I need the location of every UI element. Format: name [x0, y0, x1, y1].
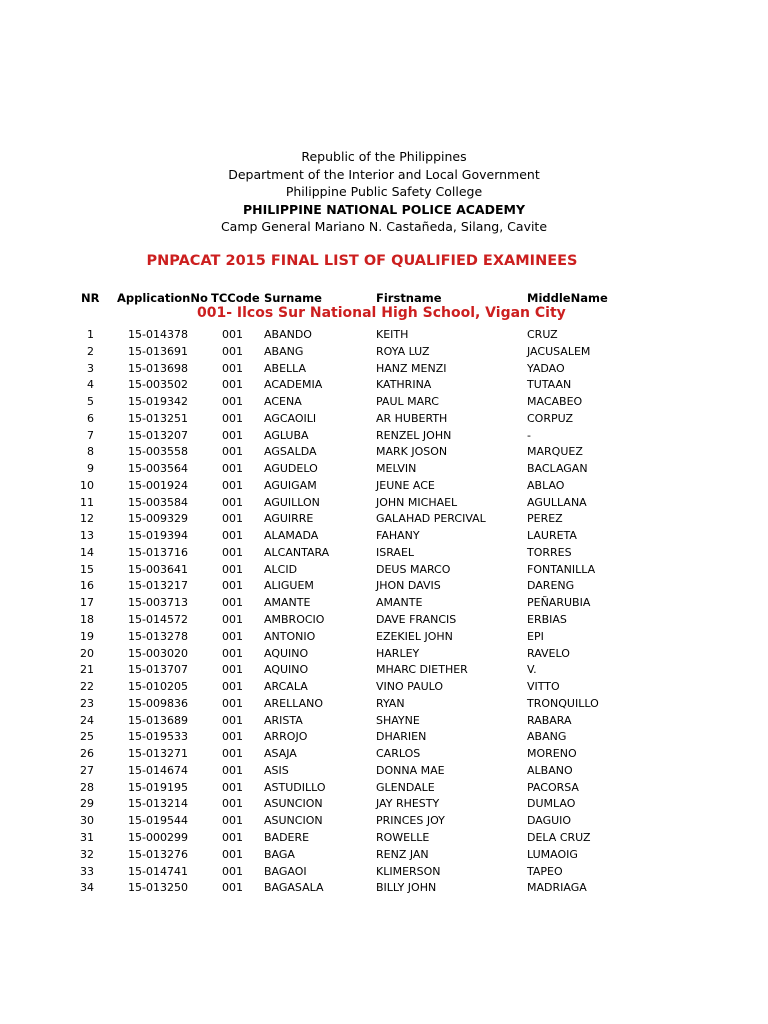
- cell-tccode: 001: [222, 344, 243, 358]
- table-row: [0, 880, 768, 897]
- table-row: [0, 361, 768, 378]
- column-header-application-no: ApplicationNo: [117, 291, 208, 305]
- table-row: [0, 864, 768, 881]
- cell-firstname: CARLOS: [376, 747, 421, 761]
- cell-surname: AGCAOILI: [264, 411, 317, 425]
- cell-application-no: 15-003641: [128, 562, 188, 576]
- cell-middlename: DARENG: [527, 579, 575, 593]
- cell-firstname: HANZ MENZI: [376, 361, 447, 375]
- cell-application-no: 15-019342: [128, 395, 188, 409]
- table-row: [0, 612, 768, 629]
- cell-firstname: DAVE FRANCIS: [376, 613, 457, 627]
- cell-firstname: DEUS MARCO: [376, 562, 451, 576]
- cell-firstname: RENZ JAN: [376, 847, 429, 861]
- cell-surname: ARELLANO: [264, 696, 324, 710]
- table-row: [0, 495, 768, 512]
- cell-surname: AGLUBA: [264, 428, 309, 442]
- cell-middlename: MORENO: [527, 747, 577, 761]
- cell-surname: AQUINO: [264, 663, 309, 677]
- cell-middlename: LUMAOIG: [527, 847, 578, 861]
- cell-application-no: 15-003502: [128, 378, 188, 392]
- cell-application-no: 15-019394: [128, 529, 188, 543]
- cell-application-no: 15-013691: [128, 344, 188, 358]
- cell-firstname: MARK JOSON: [376, 445, 448, 459]
- examinee-table: [0, 327, 768, 897]
- cell-nr: 5: [87, 395, 94, 409]
- cell-application-no: 15-003584: [128, 495, 188, 509]
- cell-nr: 15: [80, 562, 94, 576]
- cell-surname: ACADEMIA: [264, 378, 323, 392]
- cell-middlename: RABARA: [527, 713, 572, 727]
- cell-firstname: VINO PAULO: [376, 680, 444, 694]
- cell-tccode: 001: [222, 445, 243, 459]
- cell-surname: AQUINO: [264, 646, 309, 660]
- column-header-surname: Surname: [264, 291, 322, 305]
- table-row: [0, 511, 768, 528]
- table-row: [0, 461, 768, 478]
- cell-surname: ALCID: [264, 562, 298, 576]
- table-row: [0, 780, 768, 797]
- cell-application-no: 15-003020: [128, 646, 188, 660]
- cell-application-no: 15-013207: [128, 428, 188, 442]
- cell-middlename: VITTO: [527, 680, 560, 694]
- cell-application-no: 15-003558: [128, 445, 188, 459]
- cell-middlename: -: [527, 428, 531, 442]
- cell-surname: AGSALDA: [264, 445, 317, 459]
- cell-firstname: RYAN: [376, 696, 405, 710]
- cell-tccode: 001: [222, 328, 243, 341]
- cell-application-no: 15-013217: [128, 579, 188, 593]
- table-row: [0, 595, 768, 612]
- cell-tccode: 001: [222, 747, 243, 761]
- cell-nr: 3: [87, 361, 94, 375]
- cell-application-no: 15-013250: [128, 881, 188, 895]
- table-row: [0, 428, 768, 445]
- cell-middlename: LAURETA: [527, 529, 577, 543]
- cell-middlename: CRUZ: [527, 328, 558, 341]
- cell-application-no: 15-013698: [128, 361, 188, 375]
- cell-middlename: PEREZ: [527, 512, 563, 526]
- table-row: [0, 327, 768, 344]
- cell-application-no: 15-019533: [128, 730, 188, 744]
- cell-nr: 16: [80, 579, 94, 593]
- column-header-firstname: Firstname: [376, 291, 442, 305]
- cell-tccode: 001: [222, 881, 243, 895]
- cell-tccode: 001: [222, 512, 243, 526]
- table-row: [0, 377, 768, 394]
- cell-nr: 29: [80, 797, 94, 811]
- cell-firstname: MELVIN: [376, 462, 417, 476]
- cell-firstname: AMANTE: [376, 596, 423, 610]
- cell-nr: 8: [87, 445, 94, 459]
- cell-tccode: 001: [222, 529, 243, 543]
- cell-firstname: KLIMERSON: [376, 864, 441, 878]
- cell-middlename: DAGUIO: [527, 814, 572, 828]
- table-row: [0, 746, 768, 763]
- cell-tccode: 001: [222, 428, 243, 442]
- cell-nr: 4: [87, 378, 94, 392]
- cell-firstname: DHARIEN: [376, 730, 427, 744]
- cell-nr: 18: [80, 613, 94, 627]
- cell-firstname: JEUNE ACE: [376, 478, 435, 492]
- cell-nr: 30: [80, 814, 94, 828]
- cell-tccode: 001: [222, 562, 243, 576]
- cell-middlename: V.: [527, 663, 537, 677]
- cell-application-no: 15-013214: [128, 797, 188, 811]
- table-row: [0, 662, 768, 679]
- cell-nr: 7: [87, 428, 94, 442]
- cell-application-no: 15-003713: [128, 596, 188, 610]
- table-row: [0, 629, 768, 646]
- cell-application-no: 15-013276: [128, 847, 188, 861]
- cell-tccode: 001: [222, 663, 243, 677]
- cell-firstname: ROYA LUZ: [376, 344, 430, 358]
- cell-nr: 25: [80, 730, 94, 744]
- table-row: [0, 444, 768, 461]
- cell-firstname: JHON DAVIS: [376, 579, 441, 593]
- cell-tccode: 001: [222, 864, 243, 878]
- cell-tccode: 001: [222, 814, 243, 828]
- cell-tccode: 001: [222, 680, 243, 694]
- school-heading: 001- Ilcos Sur National High School, Vigan City: [197, 305, 566, 321]
- document-header: [0, 148, 768, 236]
- cell-middlename: MADRIAGA: [527, 881, 587, 895]
- table-row: [0, 528, 768, 545]
- table-row: [0, 713, 768, 730]
- cell-firstname: KATHRINA: [376, 378, 432, 392]
- cell-nr: 32: [80, 847, 94, 861]
- cell-nr: 2: [87, 344, 94, 358]
- cell-tccode: 001: [222, 780, 243, 794]
- cell-middlename: AGULLANA: [527, 495, 587, 509]
- cell-tccode: 001: [222, 713, 243, 727]
- cell-surname: BAGAOI: [264, 864, 307, 878]
- cell-firstname: ROWELLE: [376, 830, 430, 844]
- cell-middlename: ALBANO: [527, 763, 573, 777]
- header-address: Camp General Mariano N. Castañeda, Silang, Cavite: [220, 219, 548, 234]
- cell-tccode: 001: [222, 478, 243, 492]
- cell-surname: ABELLA: [264, 361, 307, 375]
- cell-tccode: 001: [222, 830, 243, 844]
- cell-middlename: PACORSA: [527, 780, 579, 794]
- cell-firstname: GALAHAD PERCIVAL: [376, 512, 486, 526]
- cell-firstname: KEITH: [376, 328, 409, 341]
- cell-tccode: 001: [222, 596, 243, 610]
- cell-nr: 17: [80, 596, 94, 610]
- header-academy: PHILIPPINE NATIONAL POLICE ACADEMY: [242, 201, 526, 217]
- cell-application-no: 15-013716: [128, 545, 188, 559]
- cell-application-no: 15-019544: [128, 814, 188, 828]
- cell-surname: ASTUDILLO: [264, 780, 326, 794]
- cell-application-no: 15-000299: [128, 830, 188, 844]
- cell-tccode: 001: [222, 411, 243, 425]
- cell-middlename: EPI: [527, 629, 544, 643]
- cell-tccode: 001: [222, 763, 243, 777]
- page-title: PNPACAT 2015 FINAL LIST OF QUALIFIED EXAMINEES: [146, 253, 578, 269]
- table-row: [0, 344, 768, 361]
- cell-tccode: 001: [222, 847, 243, 861]
- table-row: [0, 763, 768, 780]
- cell-firstname: FAHANY: [376, 529, 420, 543]
- cell-surname: ASIS: [264, 763, 289, 777]
- cell-application-no: 15-014572: [128, 613, 188, 627]
- cell-nr: 6: [87, 411, 94, 425]
- table-row: [0, 562, 768, 579]
- table-row: [0, 578, 768, 595]
- column-header-middlename: MiddleName: [527, 291, 608, 305]
- cell-surname: ACENA: [264, 395, 302, 409]
- cell-nr: 9: [87, 462, 94, 476]
- cell-surname: AGUILLON: [264, 495, 320, 509]
- cell-middlename: YADAO: [527, 361, 565, 375]
- cell-tccode: 001: [222, 495, 243, 509]
- cell-surname: BADERE: [264, 830, 310, 844]
- table-row: [0, 478, 768, 495]
- cell-surname: AMBROCIO: [264, 613, 325, 627]
- cell-middlename: JACUSALEM: [527, 344, 591, 358]
- table-row: [0, 830, 768, 847]
- cell-application-no: 15-013707: [128, 663, 188, 677]
- cell-application-no: 15-019195: [128, 780, 188, 794]
- cell-surname: ARCALA: [264, 680, 308, 694]
- cell-tccode: 001: [222, 696, 243, 710]
- cell-surname: AMANTE: [264, 596, 311, 610]
- cell-nr: 24: [80, 713, 94, 727]
- cell-surname: ARROJO: [264, 730, 308, 744]
- cell-middlename: MACABEO: [527, 395, 583, 409]
- cell-nr: 28: [80, 780, 94, 794]
- header-college: Philippine Public Safety College: [285, 184, 483, 199]
- cell-middlename: PEÑARUBIA: [527, 596, 591, 610]
- cell-middlename: TUTAAN: [527, 378, 572, 392]
- cell-firstname: PAUL MARC: [376, 395, 439, 409]
- cell-firstname: SHAYNE: [376, 713, 420, 727]
- cell-application-no: 15-013689: [128, 713, 188, 727]
- cell-tccode: 001: [222, 361, 243, 375]
- column-header-nr: NR: [81, 291, 100, 305]
- table-row: [0, 545, 768, 562]
- cell-application-no: 15-009329: [128, 512, 188, 526]
- column-header-tccode: TCCode: [211, 291, 260, 305]
- cell-tccode: 001: [222, 613, 243, 627]
- cell-tccode: 001: [222, 395, 243, 409]
- cell-surname: ARISTA: [264, 713, 303, 727]
- cell-application-no: 15-014741: [128, 864, 188, 878]
- cell-middlename: RAVELO: [527, 646, 570, 660]
- table-row: [0, 679, 768, 696]
- cell-nr: 23: [80, 696, 94, 710]
- cell-application-no: 15-009836: [128, 696, 188, 710]
- cell-nr: 27: [80, 763, 94, 777]
- cell-surname: ASAJA: [264, 747, 297, 761]
- cell-firstname: BILLY JOHN: [376, 881, 437, 895]
- cell-surname: ABANDO: [264, 328, 312, 341]
- cell-surname: BAGASALA: [264, 881, 324, 895]
- cell-tccode: 001: [222, 646, 243, 660]
- cell-middlename: DUMLAO: [527, 797, 576, 811]
- cell-nr: 31: [80, 830, 94, 844]
- cell-surname: ASUNCION: [264, 814, 323, 828]
- cell-nr: 34: [80, 881, 94, 895]
- cell-middlename: ABLAO: [527, 478, 565, 492]
- cell-tccode: 001: [222, 797, 243, 811]
- cell-middlename: DELA CRUZ: [527, 830, 591, 844]
- cell-surname: AGUIGAM: [264, 478, 317, 492]
- cell-tccode: 001: [222, 545, 243, 559]
- cell-firstname: RENZEL JOHN: [376, 428, 452, 442]
- table-row: [0, 646, 768, 663]
- cell-firstname: MHARC DIETHER: [376, 663, 468, 677]
- cell-middlename: FONTANILLA: [527, 562, 596, 576]
- cell-surname: ALCANTARA: [264, 545, 330, 559]
- table-row: [0, 696, 768, 713]
- table-row: [0, 813, 768, 830]
- cell-nr: 19: [80, 629, 94, 643]
- cell-tccode: 001: [222, 730, 243, 744]
- cell-middlename: BACLAGAN: [527, 462, 588, 476]
- table-row: [0, 729, 768, 746]
- table-row: [0, 394, 768, 411]
- cell-tccode: 001: [222, 378, 243, 392]
- cell-surname: ANTONIO: [264, 629, 316, 643]
- cell-application-no: 15-003564: [128, 462, 188, 476]
- cell-nr: 10: [80, 478, 94, 492]
- cell-nr: 13: [80, 529, 94, 543]
- cell-application-no: 15-013271: [128, 747, 188, 761]
- cell-middlename: MARQUEZ: [527, 445, 583, 459]
- header-country: Republic of the Philippines: [301, 149, 467, 164]
- cell-middlename: CORPUZ: [527, 411, 574, 425]
- table-row: [0, 796, 768, 813]
- cell-surname: BAGA: [264, 847, 295, 861]
- table-row: [0, 847, 768, 864]
- cell-nr: 1: [87, 328, 94, 341]
- cell-middlename: TRONQUILLO: [527, 696, 599, 710]
- cell-firstname: DONNA MAE: [376, 763, 445, 777]
- cell-middlename: TAPEO: [527, 864, 563, 878]
- cell-middlename: TORRES: [527, 545, 572, 559]
- cell-nr: 12: [80, 512, 94, 526]
- cell-middlename: ERBIAS: [527, 613, 567, 627]
- cell-tccode: 001: [222, 579, 243, 593]
- cell-surname: ASUNCION: [264, 797, 323, 811]
- cell-surname: ALAMADA: [264, 529, 319, 543]
- cell-surname: ALIGUEM: [264, 579, 314, 593]
- cell-firstname: GLENDALE: [376, 780, 435, 794]
- cell-firstname: JAY RHESTY: [376, 797, 440, 811]
- cell-nr: 14: [80, 545, 94, 559]
- cell-firstname: AR HUBERTH: [376, 411, 448, 425]
- cell-surname: AGUDELO: [264, 462, 318, 476]
- cell-application-no: 15-013251: [128, 411, 188, 425]
- cell-application-no: 15-014378: [128, 328, 188, 341]
- header-department: Department of the Interior and Local Government: [228, 166, 540, 182]
- cell-application-no: 15-013278: [128, 629, 188, 643]
- cell-firstname: EZEKIEL JOHN: [376, 629, 453, 643]
- cell-middlename: ABANG: [527, 730, 567, 744]
- cell-tccode: 001: [222, 462, 243, 476]
- cell-firstname: ISRAEL: [376, 545, 415, 559]
- cell-application-no: 15-010205: [128, 680, 188, 694]
- cell-nr: 11: [80, 495, 94, 509]
- cell-nr: 33: [80, 864, 94, 878]
- cell-nr: 20: [80, 646, 94, 660]
- table-row: [0, 411, 768, 428]
- cell-application-no: 15-001924: [128, 478, 188, 492]
- cell-nr: 21: [80, 663, 94, 677]
- cell-firstname: HARLEY: [376, 646, 420, 660]
- cell-nr: 26: [80, 747, 94, 761]
- cell-surname: AGUIRRE: [264, 512, 314, 526]
- cell-surname: ABANG: [264, 344, 304, 358]
- cell-tccode: 001: [222, 629, 243, 643]
- cell-firstname: PRINCES JOY: [376, 814, 445, 828]
- cell-application-no: 15-014674: [128, 763, 188, 777]
- cell-firstname: JOHN MICHAEL: [376, 495, 458, 509]
- cell-nr: 22: [80, 680, 94, 694]
